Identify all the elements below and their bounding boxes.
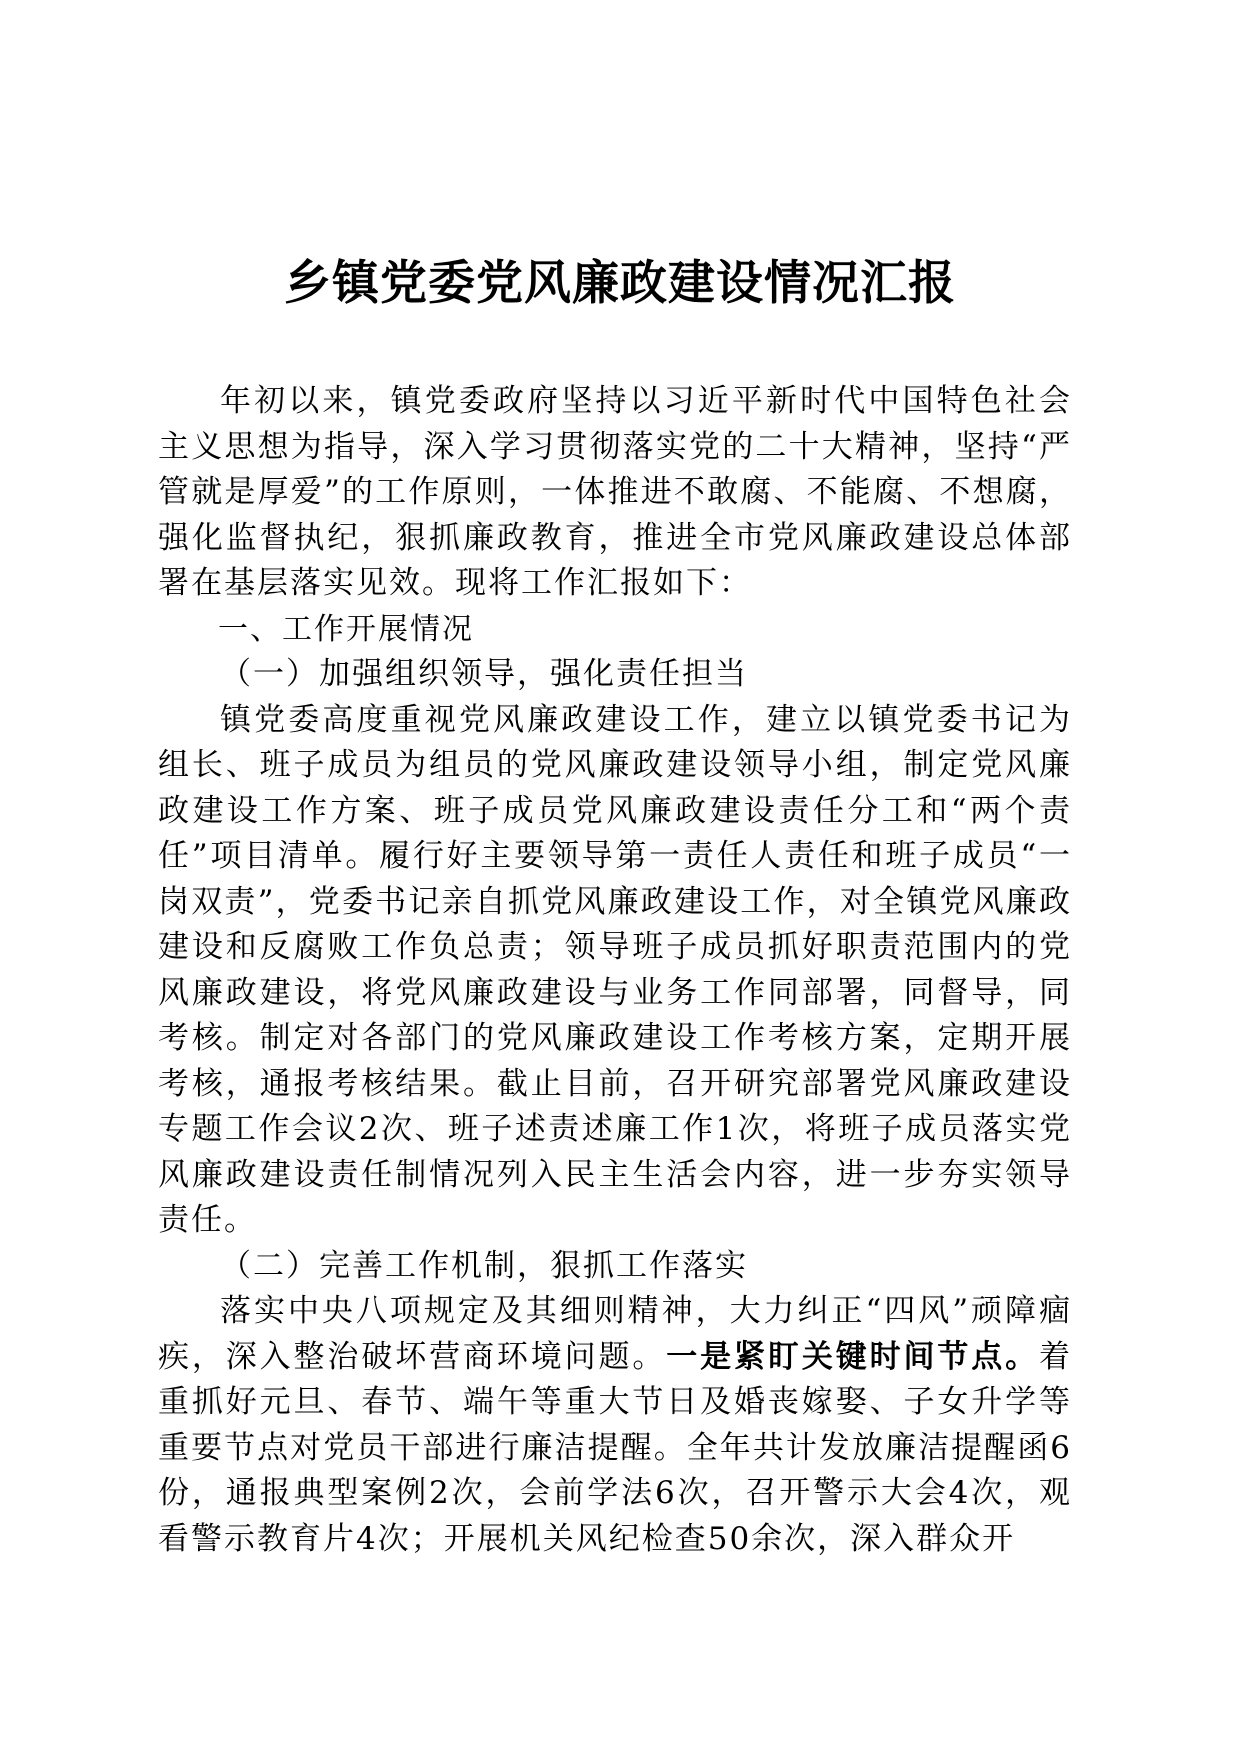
subsection-heading-1: （一）加强组织领导，强化责任担当	[220, 656, 748, 692]
subsection-2-paragraph	[158, 1289, 1072, 1562]
subsection-1-paragraph: 镇党委高度重视党风廉政建设工作，建立以镇党委书记为组长、班子成员为组员的党风廉政建设领导小组，制定党风廉政建设工作方案、班子成员党风廉政建设责任分工和“两个责任”项目清单。履行好主要领导第一责任人责任和班子成员“一岗双责”，党委书记亲自抓党风廉政建设工作，对全镇党风廉政建设和反腐败工作负总责；领导班子成员抓好职责范围内的党风廉政建设，将党风廉政建设与业务工作同部署，同督导，同考核。制定对各部门的党风廉政建设工作考核方案，定期开展考核，通报考核结果。截止目前，召开研究部署党风廉政建设专题工作会议2次、班子述责述廉工作1次，将班子成员落实党风廉政建设责任制情况列入民主生活会内容，进一步夯实领导责任。	[158, 701, 1072, 1238]
document-title: 乡镇党委党风廉政建设情况汇报	[284, 256, 956, 311]
subsection-heading-2: （二）完善工作机制，狠抓工作落实	[220, 1247, 748, 1284]
subsection-2-text-start: 落实中央八项规定及其细则精神，大力纠正“四风”顽障痼疾，深入整治破坏营商环境问题。	[158, 1293, 1072, 1375]
subsection-2-bold-point: 一是紧盯关键时间节点。	[666, 1338, 1040, 1375]
section-heading-1: 一、工作开展情况	[218, 611, 474, 647]
document-body	[158, 379, 1072, 1562]
subsection-2-text-rest: 着重抓好元旦、春节、端午等重大节日及婚丧嫁娶、子女升学等重要节点对党员干部进行廉洁提醒。全年共计发放廉洁提醒函6份，通报典型案例2次，会前学法6次，召开警示大会4次，观看警示教育片4次；开展机关风纪检查50余次，深入群众开	[158, 1338, 1073, 1557]
intro-paragraph: 年初以来，镇党委政府坚持以习近平新时代中国特色社会主义思想为指导，深入学习贯彻落实党的二十大精神，坚持“严管就是厚爱”的工作原则，一体推进不敢腐、不能腐、不想腐，强化监督执纪，狠抓廉政教育，推进全市党风廉政建设总体部署在基层落实见效。现将工作汇报如下：	[158, 383, 1072, 601]
